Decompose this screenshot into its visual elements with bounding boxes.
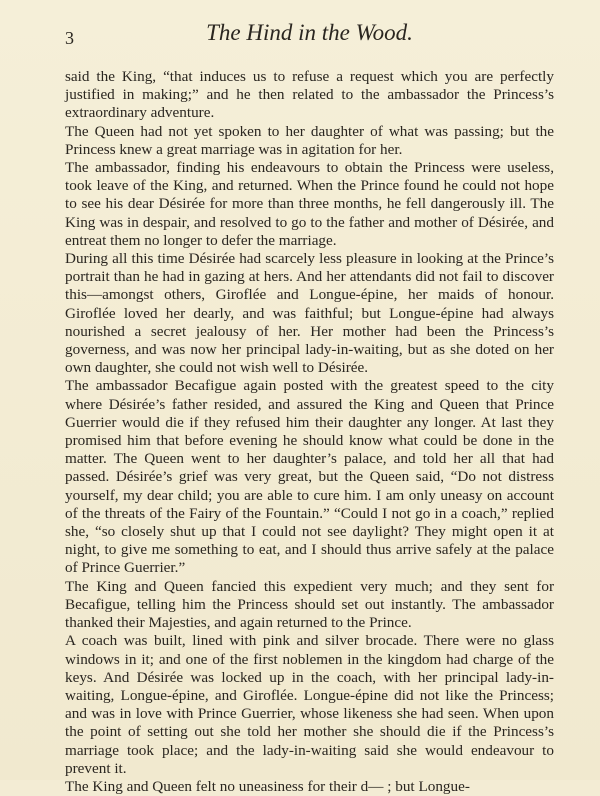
running-title: The Hind in the Wood. [206, 20, 413, 45]
paragraph: The King and Queen felt no uneasiness for their d— ; but Longue- [65, 777, 470, 795]
paragraph: said the King, “that induces us to refuse a request which you are perfectly justified in making;” and he then related to the ambassador the Princess’s extraordinary adventure. [65, 68, 554, 122]
paragraph: During all this time Désirée had scarcely less pleasure in looking at the Prince’s portrait than he had in gazing at hers. And her attendants did not fail to discover this—amongst others, Giroflée and Longue-épine, her maids of honour. Giroflée loved her dearly, and was faithful; but Longue-épine had always nourished a secret jealousy of her. Her mother had been the Princess’s governess, and was now her principal lady-in-waiting, but as she doted on her own daughter, she could not wish well to Désirée. [65, 250, 554, 377]
paragraph: The ambassador, finding his endeavours to obtain the Princess were useless, took leave of the King, and returned. When the Prince found he could not hope to see his dear Désirée for more than three months, he fell dangerously ill. The King was in despair, and resolved to go to the father and mother of Désirée, and entreat them no longer to defer the marriage. [65, 159, 554, 249]
paragraph: The King and Queen fancied this expedient very much; and they sent for Becafigue, telling him the Princess should set out instantly. The ambassador thanked their Majesties, and again returned to the Prince. [65, 577, 554, 632]
paragraph: A coach was built, lined with pink and silver brocade. There were no glass windows in it; and one of the first noblemen in the kingdom had charge of the keys. And Désirée was locked up in the coach, with her principal lady-in-waiting, Longue-épine, and Giroflée. Longue-épine did not like the Princess; and was in love with Prince Guerrier, whose likeness she had seen. When upon the point of setting out she told her mother she should die if the Princess’s marriage took place; and the lady-in-waiting said she would endeavour to prevent it. [65, 632, 554, 777]
paragraph: The ambassador Becafigue again posted with the greatest speed to the city where Désirée’s father resided, and assured the King and Queen that Prince Guerrier would die if they refused him their daughter any longer. At last they promised him that before evening he should know what could be done in the matter. The Queen went to her daughter’s palace, and told her all that had passed. Désirée’s grief was very great, but the Queen said, “Do not distress yourself, my dear child; you are able to cure him. I am only uneasy on account of the threats of the Fairy of the Fountain.” “Could I not go in a coach,” replied she, “so closely shut up that I could not see daylight? They might open it at night, to give me something to eat, and I should thus arrive safely at the palace of Prince Guerrier.” [65, 377, 554, 577]
page-header [65, 14, 554, 54]
body-text [65, 68, 554, 796]
paragraph: The Queen had not yet spoken to her daughter of what was passing; but the Princess knew a great marriage was in agitation for her. [65, 122, 554, 158]
page-number: 3 [65, 28, 74, 48]
